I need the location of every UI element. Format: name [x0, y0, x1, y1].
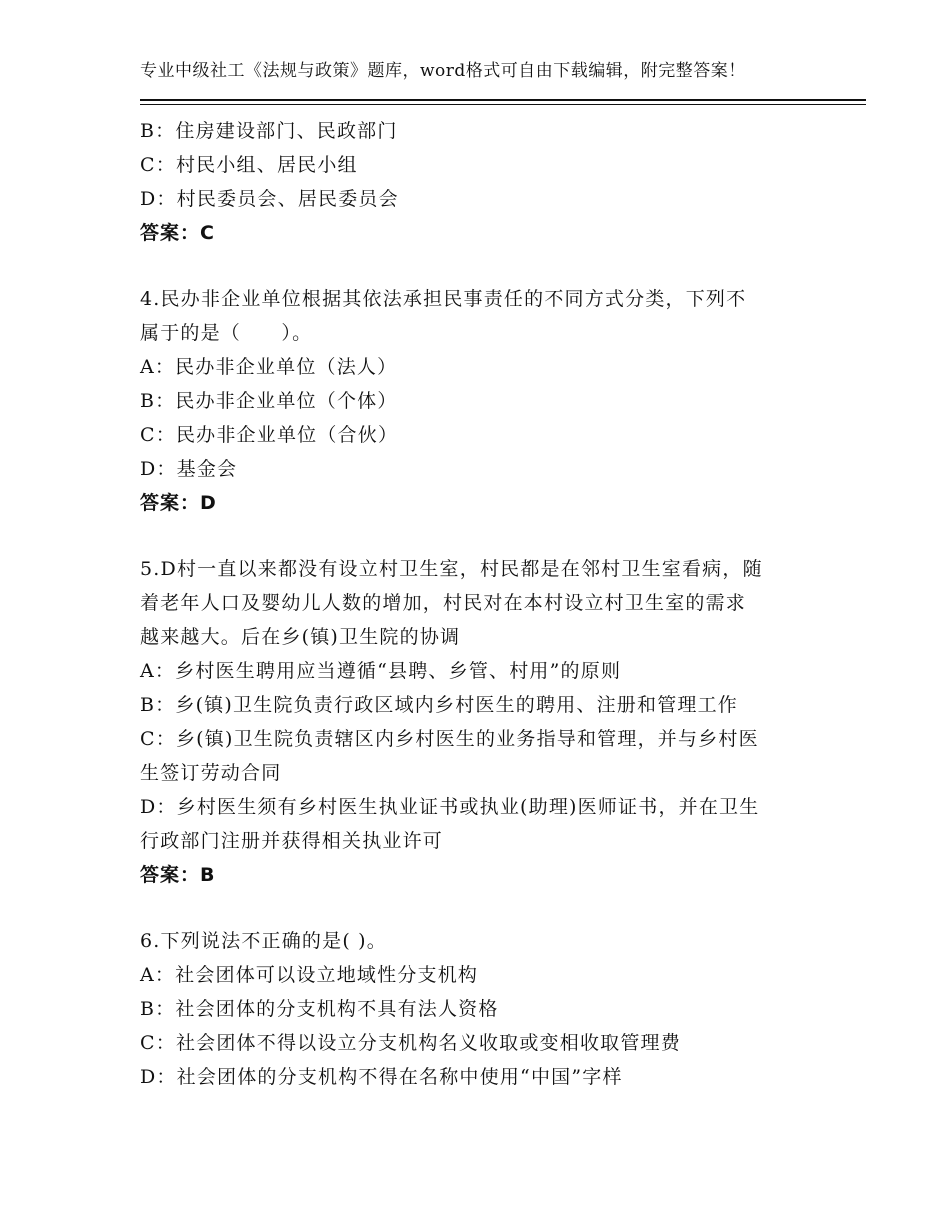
option-line: B：民办非企业单位（个体）	[140, 390, 398, 412]
option-line: C：民办非企业单位（合伙）	[140, 424, 399, 446]
question-stem-line: 越来越大。后在乡(镇)卫生院的协调	[140, 626, 461, 648]
answer-label: 答案：B	[140, 864, 216, 886]
option-line: B：住房建设部门、民政部门	[140, 120, 398, 142]
header-rule-thin	[140, 104, 866, 105]
question-stem-line: 4.民办非企业单位根据其依法承担民事责任的不同方式分类，下列不	[140, 288, 747, 310]
answer-label: 答案：C	[140, 222, 215, 244]
question-6	[140, 924, 820, 1094]
option-line: D：村民委员会、居民委员会	[140, 188, 399, 210]
option-line: C：社会团体不得以设立分支机构名义收取或变相收取管理费	[140, 1032, 681, 1054]
option-line: D：基金会	[140, 458, 238, 480]
question-stem-line: 属于的是（ ）。	[140, 322, 313, 344]
option-line: D：社会团体的分支机构不得在名称中使用“中国”字样	[140, 1066, 623, 1088]
option-line: B：乡(镇)卫生院负责行政区域内乡村医生的聘用、注册和管理工作	[140, 694, 738, 716]
option-line: A：社会团体可以设立地域性分支机构	[140, 964, 479, 986]
option-line: A：民办非企业单位（法人）	[140, 356, 398, 378]
question-5	[140, 552, 820, 892]
question-4	[140, 282, 820, 520]
page-header: 专业中级社工《法规与政策》题库，word格式可自由下载编辑，附完整答案！	[140, 61, 746, 81]
header-rule-thick	[140, 99, 866, 101]
answer-label: 答案：D	[140, 492, 217, 514]
option-line: B：社会团体的分支机构不具有法人资格	[140, 998, 499, 1020]
option-line: C：乡(镇)卫生院负责辖区内乡村医生的业务指导和管理，并与乡村医	[140, 728, 759, 750]
question-3	[140, 114, 820, 250]
option-line: 行政部门注册并获得相关执业许可	[140, 830, 444, 852]
question-stem-line: 6.下列说法不正确的是( )。	[140, 930, 387, 952]
question-stem-line: 5.D村一直以来都没有设立村卫生室，村民都是在邻村卫生室看病，随	[140, 558, 763, 580]
option-line: D：乡村医生须有乡村医生执业证书或执业(助理)医师证书，并在卫生	[140, 796, 760, 818]
option-line: 生签订劳动合同	[140, 762, 282, 784]
question-content	[140, 114, 820, 1094]
question-stem-line: 着老年人口及婴幼儿人数的增加，村民对在本村设立村卫生室的需求	[140, 592, 747, 614]
option-line: A：乡村医生聘用应当遵循“县聘、乡管、村用”的原则	[140, 660, 622, 682]
option-line: C：村民小组、居民小组	[140, 154, 358, 176]
